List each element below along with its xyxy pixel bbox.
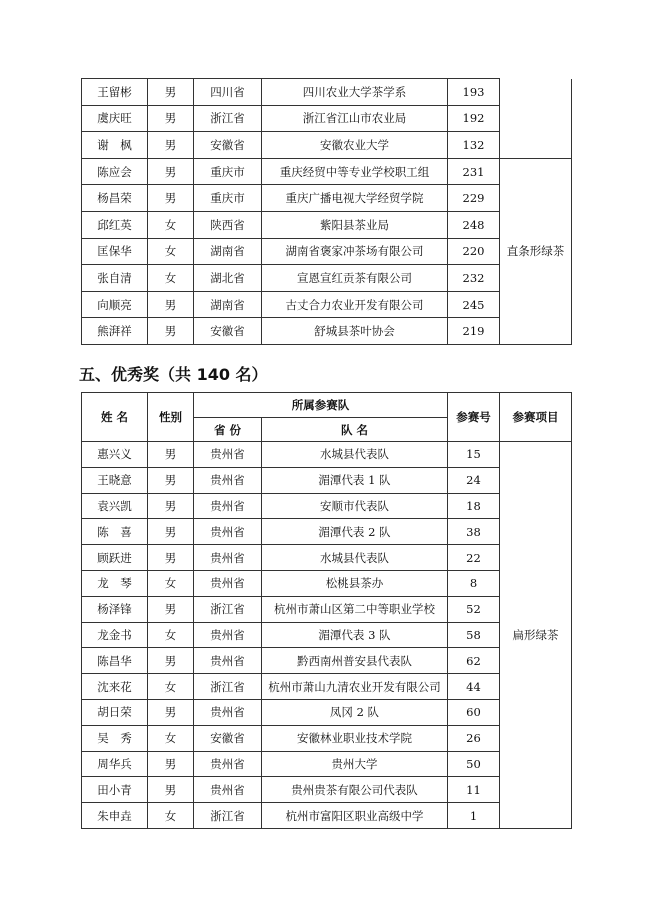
cell-gender: 男 bbox=[148, 467, 194, 493]
cell-name: 田小青 bbox=[82, 777, 148, 803]
table-row bbox=[82, 211, 572, 238]
table-row bbox=[82, 648, 572, 674]
cell-name: 陈应会 bbox=[82, 158, 148, 185]
table-row bbox=[82, 105, 572, 132]
table-row bbox=[82, 519, 572, 545]
cell-name: 龙金书 bbox=[82, 622, 148, 648]
cell-gender: 男 bbox=[148, 519, 194, 545]
header-project: 参赛项目 bbox=[500, 393, 572, 442]
cell-number: 192 bbox=[448, 105, 500, 132]
cell-gender: 男 bbox=[148, 699, 194, 725]
cell-team: 杭州市萧山区第二中等职业学校 bbox=[262, 596, 448, 622]
cell-gender: 男 bbox=[148, 158, 194, 185]
cell-province: 贵州省 bbox=[194, 622, 262, 648]
cell-name: 朱申垚 bbox=[82, 803, 148, 829]
cell-gender: 女 bbox=[148, 622, 194, 648]
table-row bbox=[82, 545, 572, 571]
cell-team: 安徽农业大学 bbox=[262, 132, 448, 159]
table-row bbox=[82, 185, 572, 212]
cell-number: 231 bbox=[448, 158, 500, 185]
table-row bbox=[82, 318, 572, 345]
cell-number: 232 bbox=[448, 265, 500, 292]
cell-province: 贵州省 bbox=[194, 570, 262, 596]
cell-province: 贵州省 bbox=[194, 545, 262, 571]
cell-name: 匡保华 bbox=[82, 238, 148, 265]
header-name: 姓 名 bbox=[82, 393, 148, 442]
cell-gender: 女 bbox=[148, 570, 194, 596]
cell-number: 52 bbox=[448, 596, 500, 622]
cell-name: 杨昌荣 bbox=[82, 185, 148, 212]
cell-gender: 男 bbox=[148, 751, 194, 777]
cell-province: 安徽省 bbox=[194, 132, 262, 159]
table-row bbox=[82, 238, 572, 265]
cell-team: 杭州市富阳区职业高级中学 bbox=[262, 803, 448, 829]
cell-name: 杨泽锋 bbox=[82, 596, 148, 622]
table-row bbox=[82, 751, 572, 777]
cell-gender: 男 bbox=[148, 493, 194, 519]
cell-province: 安徽省 bbox=[194, 725, 262, 751]
cell-team: 紫阳县茶业局 bbox=[262, 211, 448, 238]
table-row bbox=[82, 132, 572, 159]
table-row bbox=[82, 674, 572, 700]
cell-number: 24 bbox=[448, 467, 500, 493]
table-row bbox=[82, 596, 572, 622]
header-gender: 性别 bbox=[148, 393, 194, 442]
cell-name: 沈来花 bbox=[82, 674, 148, 700]
cell-number: 229 bbox=[448, 185, 500, 212]
cell-number: 193 bbox=[448, 79, 500, 106]
cell-team: 浙江省江山市农业局 bbox=[262, 105, 448, 132]
cell-province: 贵州省 bbox=[194, 519, 262, 545]
cell-team: 舒城县茶叶协会 bbox=[262, 318, 448, 345]
cell-province: 贵州省 bbox=[194, 648, 262, 674]
cell-province: 浙江省 bbox=[194, 105, 262, 132]
cell-team: 松桃县茶办 bbox=[262, 570, 448, 596]
cell-province: 贵州省 bbox=[194, 493, 262, 519]
cell-team: 四川农业大学茶学系 bbox=[262, 79, 448, 106]
table-row bbox=[82, 158, 572, 185]
cell-number: 132 bbox=[448, 132, 500, 159]
cell-province: 陕西省 bbox=[194, 211, 262, 238]
cell-team: 湄潭代表 2 队 bbox=[262, 519, 448, 545]
cell-gender: 男 bbox=[148, 105, 194, 132]
cell-number: 220 bbox=[448, 238, 500, 265]
cell-gender: 男 bbox=[148, 185, 194, 212]
table-row bbox=[82, 622, 572, 648]
cell-province: 浙江省 bbox=[194, 803, 262, 829]
cell-name: 向顺亮 bbox=[82, 291, 148, 318]
cell-number: 219 bbox=[448, 318, 500, 345]
cell-team: 安徽林业职业技术学院 bbox=[262, 725, 448, 751]
cell-province: 湖南省 bbox=[194, 238, 262, 265]
cell-gender: 男 bbox=[148, 291, 194, 318]
cell-name: 王留彬 bbox=[82, 79, 148, 106]
cell-team: 黔西南州普安县代表队 bbox=[262, 648, 448, 674]
cell-project-continued bbox=[500, 79, 572, 159]
cell-gender: 男 bbox=[148, 132, 194, 159]
cell-gender: 男 bbox=[148, 648, 194, 674]
cell-gender: 男 bbox=[148, 442, 194, 468]
cell-gender: 男 bbox=[148, 777, 194, 803]
cell-team: 水城县代表队 bbox=[262, 545, 448, 571]
cell-province: 四川省 bbox=[194, 79, 262, 106]
cell-gender: 女 bbox=[148, 674, 194, 700]
header-province: 省 份 bbox=[194, 418, 262, 442]
cell-province: 湖南省 bbox=[194, 291, 262, 318]
cell-gender: 男 bbox=[148, 545, 194, 571]
cell-number: 50 bbox=[448, 751, 500, 777]
cell-team: 贵州大学 bbox=[262, 751, 448, 777]
cell-gender: 男 bbox=[148, 79, 194, 106]
cell-gender: 男 bbox=[148, 318, 194, 345]
cell-team: 杭州市萧山九清农业开发有限公司 bbox=[262, 674, 448, 700]
table-row bbox=[82, 467, 572, 493]
cell-name: 虞庆旺 bbox=[82, 105, 148, 132]
cell-gender: 女 bbox=[148, 238, 194, 265]
table-row bbox=[82, 570, 572, 596]
cell-province: 重庆市 bbox=[194, 158, 262, 185]
cell-province: 贵州省 bbox=[194, 442, 262, 468]
cell-number: 248 bbox=[448, 211, 500, 238]
cell-province: 重庆市 bbox=[194, 185, 262, 212]
cell-number: 58 bbox=[448, 622, 500, 648]
cell-team: 重庆经贸中等专业学校职工组 bbox=[262, 158, 448, 185]
table-row bbox=[82, 291, 572, 318]
cell-number: 15 bbox=[448, 442, 500, 468]
cell-province: 贵州省 bbox=[194, 777, 262, 803]
cell-number: 11 bbox=[448, 777, 500, 803]
cell-name: 龙 琴 bbox=[82, 570, 148, 596]
table-row bbox=[82, 442, 572, 468]
cell-name: 陈昌华 bbox=[82, 648, 148, 674]
continued-winners-table bbox=[81, 78, 572, 345]
cell-number: 60 bbox=[448, 699, 500, 725]
cell-number: 1 bbox=[448, 803, 500, 829]
cell-team: 湄潭代表 3 队 bbox=[262, 622, 448, 648]
cell-project: 直条形绿茶 bbox=[500, 158, 572, 344]
cell-name: 周华兵 bbox=[82, 751, 148, 777]
cell-gender: 女 bbox=[148, 803, 194, 829]
cell-project: 扁形绿茶 bbox=[500, 442, 572, 829]
cell-number: 245 bbox=[448, 291, 500, 318]
cell-province: 贵州省 bbox=[194, 467, 262, 493]
cell-name: 邱红英 bbox=[82, 211, 148, 238]
cell-gender: 女 bbox=[148, 725, 194, 751]
header-team-group: 所属参赛队 bbox=[194, 393, 448, 418]
cell-name: 王晓意 bbox=[82, 467, 148, 493]
cell-number: 44 bbox=[448, 674, 500, 700]
cell-province: 湖北省 bbox=[194, 265, 262, 292]
cell-team: 宣恩宣红贡茶有限公司 bbox=[262, 265, 448, 292]
table-row bbox=[82, 265, 572, 292]
cell-province: 浙江省 bbox=[194, 596, 262, 622]
cell-gender: 女 bbox=[148, 211, 194, 238]
cell-gender: 男 bbox=[148, 596, 194, 622]
cell-province: 安徽省 bbox=[194, 318, 262, 345]
cell-province: 贵州省 bbox=[194, 699, 262, 725]
cell-name: 惠兴义 bbox=[82, 442, 148, 468]
cell-team: 安顺市代表队 bbox=[262, 493, 448, 519]
cell-team: 贵州贵茶有限公司代表队 bbox=[262, 777, 448, 803]
cell-team: 水城县代表队 bbox=[262, 442, 448, 468]
section-title: 五、优秀奖（共 140 名） bbox=[79, 365, 268, 384]
cell-team: 古丈合力农业开发有限公司 bbox=[262, 291, 448, 318]
cell-name: 胡日荣 bbox=[82, 699, 148, 725]
cell-number: 38 bbox=[448, 519, 500, 545]
header-number: 参赛号 bbox=[448, 393, 500, 442]
table-row bbox=[82, 725, 572, 751]
table-row bbox=[82, 79, 572, 106]
cell-team: 重庆广播电视大学经贸学院 bbox=[262, 185, 448, 212]
cell-name: 陈 喜 bbox=[82, 519, 148, 545]
table-row bbox=[82, 803, 572, 829]
header-team: 队 名 bbox=[262, 418, 448, 442]
cell-name: 张自清 bbox=[82, 265, 148, 292]
cell-number: 18 bbox=[448, 493, 500, 519]
cell-province: 贵州省 bbox=[194, 751, 262, 777]
cell-team: 湖南省褒家冲茶场有限公司 bbox=[262, 238, 448, 265]
excellence-award-table bbox=[81, 392, 572, 829]
cell-number: 22 bbox=[448, 545, 500, 571]
cell-number: 62 bbox=[448, 648, 500, 674]
cell-gender: 女 bbox=[148, 265, 194, 292]
cell-name: 谢 枫 bbox=[82, 132, 148, 159]
cell-name: 吴 秀 bbox=[82, 725, 148, 751]
table-row bbox=[82, 493, 572, 519]
cell-team: 凤冈 2 队 bbox=[262, 699, 448, 725]
table-row bbox=[82, 777, 572, 803]
cell-name: 袁兴凯 bbox=[82, 493, 148, 519]
table-row bbox=[82, 699, 572, 725]
cell-team: 湄潭代表 1 队 bbox=[262, 467, 448, 493]
cell-name: 顾跃进 bbox=[82, 545, 148, 571]
cell-number: 8 bbox=[448, 570, 500, 596]
cell-province: 浙江省 bbox=[194, 674, 262, 700]
cell-name: 熊湃祥 bbox=[82, 318, 148, 345]
cell-number: 26 bbox=[448, 725, 500, 751]
